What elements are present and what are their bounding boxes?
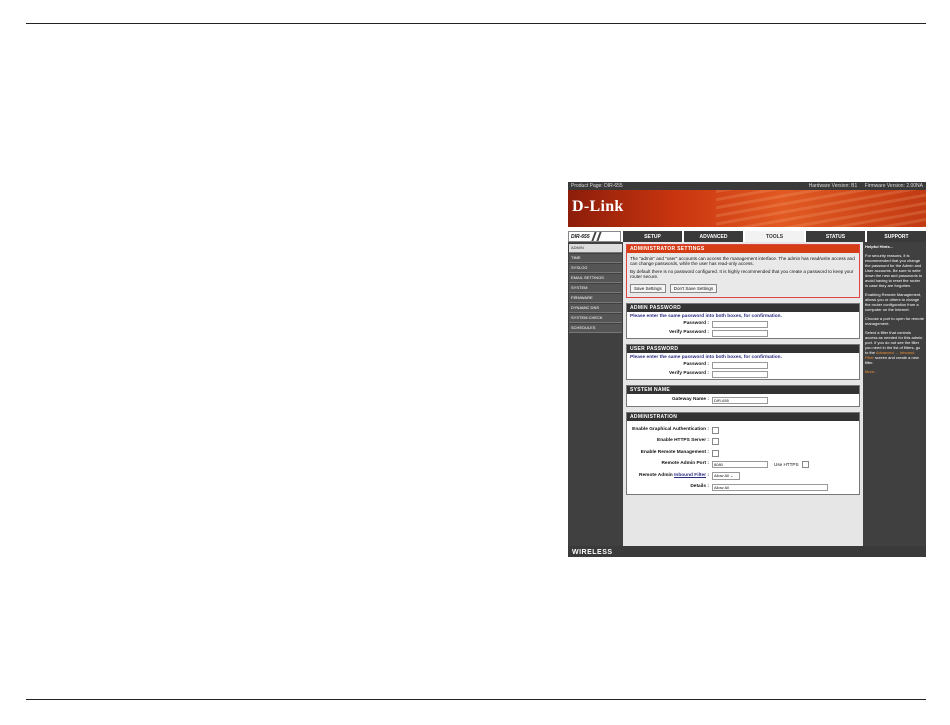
user-password-desc: Please enter the same password into both boxes, for confirmation. <box>630 355 782 360</box>
admin-password-input[interactable] <box>712 321 768 328</box>
brand-banner <box>568 190 926 227</box>
banner-decoration <box>716 190 926 227</box>
hardware-version-text: Hardware Version: B1 <box>808 183 858 189</box>
administrator-settings-title: ADMINISTRATOR SETTINGS <box>627 245 859 253</box>
remote-admin-filter-prefix: Remote Admin <box>639 472 673 478</box>
use-https-label: Use HTTPS <box>774 462 799 467</box>
sidebar <box>568 242 623 546</box>
admin-password-warning: By default there is no password configured. It is highly recommended that you create a password to keep your router secure. <box>630 269 854 279</box>
remote-admin-filter-suffix: : <box>707 472 709 478</box>
user-verify-password-input[interactable] <box>712 371 768 378</box>
hint-paragraph-2: Enabling Remote Management, allows you or others to change the router configuration from a computer on the Internet. <box>865 292 922 312</box>
administration-box <box>626 412 860 495</box>
main-content <box>623 242 863 546</box>
hints-title: Helpful Hints... <box>865 244 893 249</box>
tab-tools[interactable]: TOOLS <box>743 231 804 242</box>
administration-title: ADMINISTRATION <box>627 413 859 421</box>
system-name-box <box>626 385 860 407</box>
top-info-bar <box>568 182 926 190</box>
sidebar-item-email-settings[interactable]: EMAIL SETTINGS <box>569 274 622 283</box>
model-label: DIR-655 <box>571 233 590 240</box>
admin-password-box <box>626 303 860 339</box>
user-password-box <box>626 344 860 380</box>
model-badge <box>568 231 621 242</box>
sidebar-item-firmware[interactable]: FIRMWARE <box>569 294 622 303</box>
hint-paragraph-4-text: Select a filter that controls access as needed for this admin port. If you do not see the filter you need in the list of filters, go to the <box>865 330 923 355</box>
tab-status[interactable]: STATUS <box>804 231 865 242</box>
hint-paragraph-1: For security reasons, it is recommended that you change the password for the Admin and User accounts. Be sure to write down the new and passwords to avoid having to reset the router in case they are forgotten. <box>865 253 923 288</box>
gateway-name-input[interactable]: DIR-655 <box>712 397 768 404</box>
user-password-title: USER PASSWORD <box>627 345 859 353</box>
sidebar-item-syslog[interactable]: SYSLOG <box>569 264 622 273</box>
details-field: Allow All <box>712 484 828 491</box>
admin-verify-password-input[interactable] <box>712 330 768 337</box>
product-page-text: Product Page: DIR-655 <box>571 183 623 189</box>
tab-setup[interactable]: SETUP <box>621 231 682 242</box>
sidebar-item-system-check[interactable]: SYSTEM CHECK <box>569 314 622 323</box>
tab-support[interactable]: SUPPORT <box>865 231 926 242</box>
advanced-inbound-filter-link[interactable]: Advanced → Inbound Filter <box>865 350 915 360</box>
router-screenshot <box>568 182 926 557</box>
chevron-down-icon: ⌄ <box>730 473 734 478</box>
system-name-title: SYSTEM NAME <box>627 386 859 394</box>
graphical-auth-checkbox[interactable] <box>712 427 719 434</box>
hint-paragraph-4 <box>865 330 924 365</box>
inbound-filter-value: Allow All <box>714 473 729 478</box>
https-server-label: Enable HTTPS Server : <box>657 438 709 444</box>
inbound-filter-select[interactable] <box>712 472 740 480</box>
dlink-logo: D-Link <box>572 198 624 215</box>
sidebar-item-dynamic-dns[interactable]: DYNAMIC DNS <box>569 304 622 313</box>
remote-admin-port-input[interactable]: 8080 <box>712 461 768 468</box>
sidebar-item-system[interactable]: SYSTEM <box>569 284 622 293</box>
user-password-label: Password : <box>683 362 709 368</box>
hint-paragraph-3: Choose a port to open for remote management. <box>865 316 924 326</box>
more-link[interactable]: More... <box>865 369 878 374</box>
remote-management-label: Enable Remote Management : <box>640 449 709 455</box>
graphical-auth-label: Enable Graphical Authentication : <box>632 426 709 432</box>
remote-admin-port-label: Remote Admin Port : <box>661 461 709 467</box>
hint-paragraph-4-end: screen and create a new filter. <box>865 355 919 365</box>
sidebar-item-admin[interactable]: ADMIN <box>569 244 622 253</box>
main-nav <box>568 231 926 242</box>
inbound-filter-link[interactable]: Inbound Filter <box>674 472 707 478</box>
use-https-checkbox[interactable] <box>802 461 809 468</box>
wireless-footer: WIRELESS <box>568 546 926 557</box>
admin-password-title: ADMIN PASSWORD <box>627 304 859 312</box>
admin-verify-password-label: Verify Password : <box>669 330 709 336</box>
user-password-input[interactable] <box>712 362 768 369</box>
admin-intro-text: The "admin" and "user" accounts can access the management interface. The admin has read/write access and can change passwords, while the user has read-only access. <box>630 256 855 266</box>
gateway-name-label: Gateway Name : <box>671 396 709 402</box>
sidebar-item-schedules[interactable]: SCHEDULES <box>569 324 622 333</box>
details-label: Details : <box>690 484 709 490</box>
admin-password-desc: Please enter the same password into both boxes, for confirmation. <box>630 314 782 319</box>
tab-advanced[interactable]: ADVANCED <box>682 231 743 242</box>
administrator-settings-box <box>626 244 860 298</box>
top-rule <box>26 23 926 24</box>
helpful-hints-panel <box>863 242 926 546</box>
remote-management-checkbox[interactable] <box>712 450 719 457</box>
dont-save-settings-button[interactable]: Don't Save Settings <box>670 284 717 293</box>
admin-password-label: Password : <box>683 321 709 327</box>
https-server-checkbox[interactable] <box>712 438 719 445</box>
sidebar-item-time[interactable]: TIME <box>569 254 622 263</box>
bottom-rule <box>26 699 926 700</box>
firmware-version-text: Firmware Version: 2.00NA <box>864 183 923 189</box>
user-verify-password-label: Verify Password : <box>669 371 709 377</box>
save-settings-button[interactable]: Save Settings <box>630 284 666 293</box>
